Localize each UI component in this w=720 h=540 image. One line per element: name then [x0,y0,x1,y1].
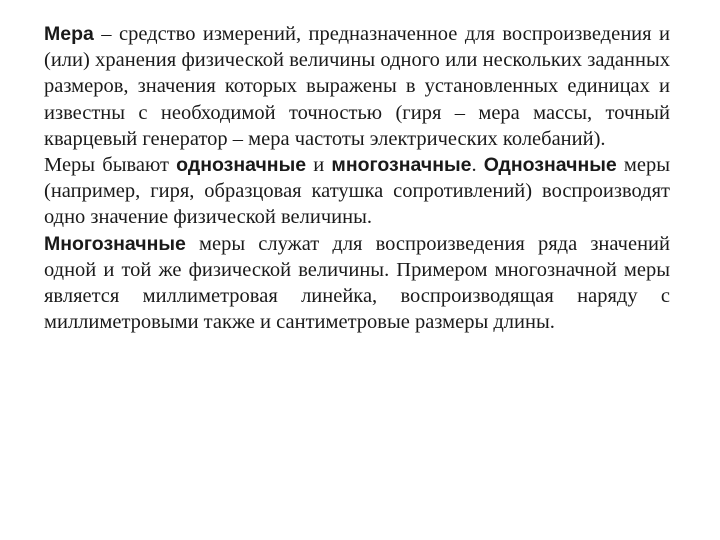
paragraph-text: . [471,154,484,177]
paragraph-definition [44,21,670,152]
paragraph-multi [44,231,670,336]
paragraph-text: меры (например, гиря, образцовая катушка сопротивлений) воспроизводят одно значение физической величины. [44,154,670,229]
term-multi-valued: Многозначные [44,232,186,255]
text-body [44,21,670,335]
paragraph-text: и [306,154,332,177]
term-single-valued: Однозначные [483,154,617,177]
term-single-valued: однозначные [176,154,307,177]
term-multi-valued: многозначные [331,154,472,177]
paragraph-text: меры служат для воспроизведения ряда значений одной и той же физической величины. Примером многозначной меры является миллиметровая линейка, воспроизводящая наряду с миллиметровыми также и сантиметровые размеры длины. [44,232,670,334]
term-mera: Мера [44,23,94,45]
paragraph-types [44,152,670,231]
paragraph-text: – средство измерений, предназначенное для воспроизведения и (или) хранения физической величины одного или нескольких заданных размеров, значения которых выражены в установленных единицах и известны с необходимой точностью (гиря – мера массы, точный кварцевый генератор – мера частоты электрических колебаний). [44,23,670,150]
paragraph-text: Меры бывают [44,154,177,177]
